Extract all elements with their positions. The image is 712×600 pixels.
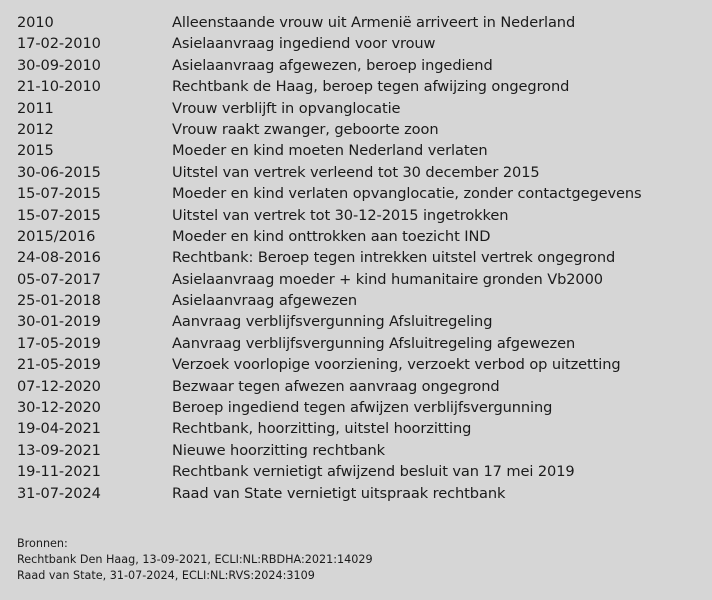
timeline-row-description: Rechtbank vernietigt afwijzend besluit van 17 mei 2019 [172, 463, 575, 481]
timeline-row-date: 30-01-2019 [17, 313, 101, 331]
timeline-row-description: Asielaanvraag moeder + kind humanitaire gronden Vb2000 [172, 270, 603, 288]
timeline-row-description: Uitstel van vertrek verleend tot 30 december 2015 [172, 163, 540, 181]
timeline-row [0, 269, 712, 290]
source-line: Raad van State, 31-07-2024, ECLI:NL:RVS:2024:3109 [17, 569, 315, 582]
timeline-row-date: 15-07-2015 [17, 185, 101, 203]
timeline-row [0, 376, 712, 397]
timeline-row-date: 05-07-2017 [17, 270, 101, 288]
timeline-row-description: Uitstel van vertrek tot 30-12-2015 ingetrokken [172, 206, 509, 224]
timeline-row-date: 2012 [17, 120, 54, 138]
timeline-row [0, 12, 712, 33]
sources-block [17, 536, 677, 584]
timeline-row-description: Rechtbank, hoorzitting, uitstel hoorzitting [172, 420, 472, 438]
timeline-list [0, 12, 712, 504]
timeline-row-date: 31-07-2024 [17, 484, 101, 502]
timeline-row [0, 354, 712, 375]
timeline-row [0, 119, 712, 140]
timeline-row [0, 226, 712, 247]
timeline-row-date: 30-09-2010 [17, 56, 101, 74]
timeline-row [0, 397, 712, 418]
timeline-row-date: 2011 [17, 99, 54, 117]
timeline-row-description: Moeder en kind moeten Nederland verlaten [172, 142, 488, 160]
timeline-row-description: Asielaanvraag afgewezen [172, 292, 358, 310]
timeline-row-description: Moeder en kind verlaten opvanglocatie, zonder contactgegevens [172, 185, 642, 203]
timeline-row [0, 33, 712, 54]
timeline-row [0, 140, 712, 161]
timeline-row [0, 76, 712, 97]
timeline-row [0, 418, 712, 439]
timeline-row-date: 19-04-2021 [17, 420, 101, 438]
timeline-row [0, 183, 712, 204]
timeline-row [0, 205, 712, 226]
timeline-row-date: 2015 [17, 142, 54, 160]
timeline-row-description: Verzoek voorlopige voorziening, verzoekt verbod op uitzetting [172, 356, 621, 374]
timeline-row-date: 2015/2016 [17, 227, 96, 245]
timeline-row [0, 290, 712, 311]
timeline-row [0, 55, 712, 76]
timeline-row [0, 98, 712, 119]
timeline-row-description: Raad van State vernietigt uitspraak rechtbank [172, 484, 506, 502]
timeline-row-date: 24-08-2016 [17, 249, 101, 267]
timeline-row [0, 162, 712, 183]
timeline-row-description: Alleenstaande vrouw uit Armenië arriveert in Nederland [172, 14, 576, 31]
timeline-row-date: 13-09-2021 [17, 441, 101, 459]
timeline-row [0, 311, 712, 332]
timeline-row-date: 30-06-2015 [17, 163, 101, 181]
sources-heading: Bronnen: [17, 537, 68, 550]
timeline-row-date: 25-01-2018 [17, 292, 101, 310]
timeline-row-description: Rechtbank de Haag, beroep tegen afwijzing ongegrond [172, 78, 570, 96]
timeline-row-date: 21-05-2019 [17, 356, 101, 374]
timeline-row-description: Aanvraag verblijfsvergunning Afsluitregeling afgewezen [172, 334, 576, 352]
timeline-row-date: 17-05-2019 [17, 334, 101, 352]
timeline-row-description: Rechtbank: Beroep tegen intrekken uitstel vertrek ongegrond [172, 249, 616, 267]
timeline-row [0, 461, 712, 482]
timeline-row-date: 15-07-2015 [17, 206, 101, 224]
timeline-row [0, 483, 712, 504]
timeline-row-description: Asielaanvraag ingediend voor vrouw [172, 35, 436, 53]
timeline-row-date: 21-10-2010 [17, 78, 101, 96]
timeline-row-description: Aanvraag verblijfsvergunning Afsluitregeling [172, 313, 493, 331]
timeline-row [0, 333, 712, 354]
timeline-row-date: 17-02-2010 [17, 35, 101, 53]
timeline-row-date: 2010 [17, 14, 54, 31]
timeline-row-description: Asielaanvraag afgewezen, beroep ingediend [172, 56, 493, 74]
timeline-row-description: Nieuwe hoorzitting rechtbank [172, 441, 385, 459]
timeline-row-description: Vrouw verblijft in opvanglocatie [172, 99, 401, 117]
timeline-row [0, 247, 712, 268]
timeline-row-description: Vrouw raakt zwanger, geboorte zoon [172, 120, 439, 138]
timeline-row-description: Beroep ingediend tegen afwijzen verblijfsvergunning [172, 399, 553, 417]
timeline-row-date: 07-12-2020 [17, 377, 101, 395]
timeline-row-date: 30-12-2020 [17, 399, 101, 417]
timeline-row-description: Moeder en kind onttrokken aan toezicht IND [172, 227, 491, 245]
source-line: Rechtbank Den Haag, 13-09-2021, ECLI:NL:RBDHA:2021:14029 [17, 553, 373, 566]
timeline-row [0, 440, 712, 461]
timeline-row-description: Bezwaar tegen afwezen aanvraag ongegrond [172, 377, 500, 395]
timeline-row-date: 19-11-2021 [17, 463, 101, 481]
